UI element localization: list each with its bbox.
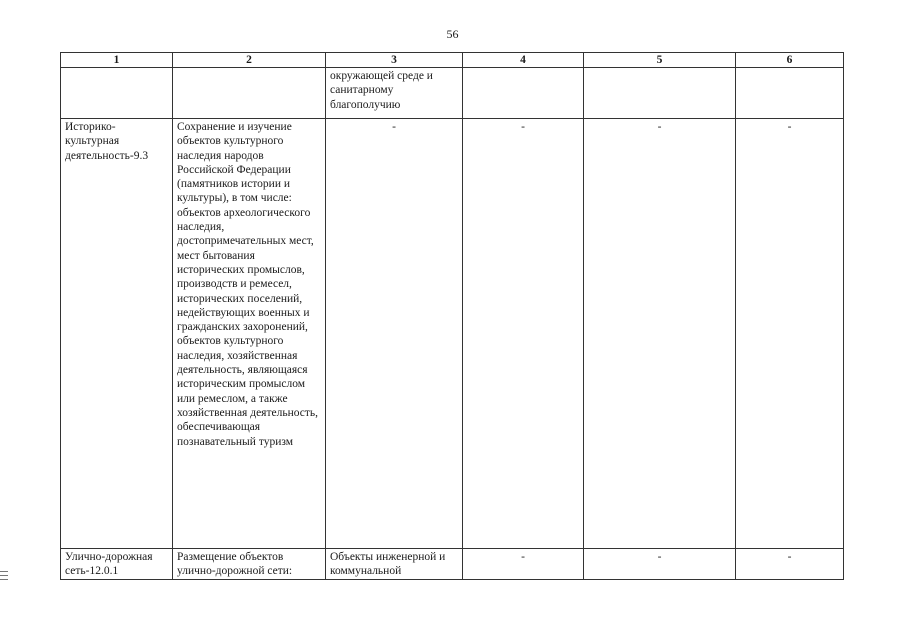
scan-edge-mark bbox=[0, 575, 8, 576]
header-col-3: 3 bbox=[326, 53, 463, 68]
scan-edge-mark bbox=[0, 571, 8, 572]
header-col-1: 1 bbox=[61, 53, 173, 68]
land-use-table bbox=[60, 52, 844, 580]
cell-col-5: - bbox=[584, 119, 736, 549]
cell-description bbox=[173, 68, 326, 119]
table-row bbox=[61, 549, 844, 580]
header-col-2: 2 bbox=[173, 53, 326, 68]
scan-edge-mark bbox=[0, 579, 8, 580]
cell-type bbox=[61, 68, 173, 119]
table-row bbox=[61, 68, 844, 119]
cell-type: Историко-культурная деятельность-9.3 bbox=[61, 119, 173, 549]
cell-col-6: - bbox=[736, 119, 844, 549]
page-number: 56 bbox=[446, 27, 459, 41]
cell-col-4: - bbox=[463, 119, 584, 549]
cell-col-4 bbox=[463, 68, 584, 119]
table-header-row bbox=[61, 53, 844, 68]
header-col-5: 5 bbox=[584, 53, 736, 68]
cell-col-5 bbox=[584, 68, 736, 119]
cell-col-5: - bbox=[584, 549, 736, 580]
cell-col-3: окружающей среде и санитарному благополучию bbox=[326, 68, 463, 119]
cell-description: Размещение объектов улично-дорожной сети: bbox=[173, 549, 326, 580]
cell-col-6: - bbox=[736, 549, 844, 580]
table-row bbox=[61, 119, 844, 549]
cell-col-3: - bbox=[326, 119, 463, 549]
header-col-6: 6 bbox=[736, 53, 844, 68]
cell-type: Улично-дорожная сеть-12.0.1 bbox=[61, 549, 173, 580]
cell-description: Сохранение и изучение объектов культурного наследия народов Российской Федерации (памятников истории и культуры), в том числе: объектов археологического наследия, достопримечательных мест, мест бытования исторических промыслов, производств и ремесел, исторических поселений, недействующих военных и гражданских захоронений, объектов культурного наследия, хозяйственная деятельность, являющаяся историческим промыслом или ремеслом, а также хозяйственная деятельность, обеспечивающая познавательный туризм bbox=[173, 119, 326, 549]
cell-col-3: Объекты инженерной и коммунальной bbox=[326, 549, 463, 580]
cell-col-6 bbox=[736, 68, 844, 119]
cell-col-4: - bbox=[463, 549, 584, 580]
header-col-4: 4 bbox=[463, 53, 584, 68]
